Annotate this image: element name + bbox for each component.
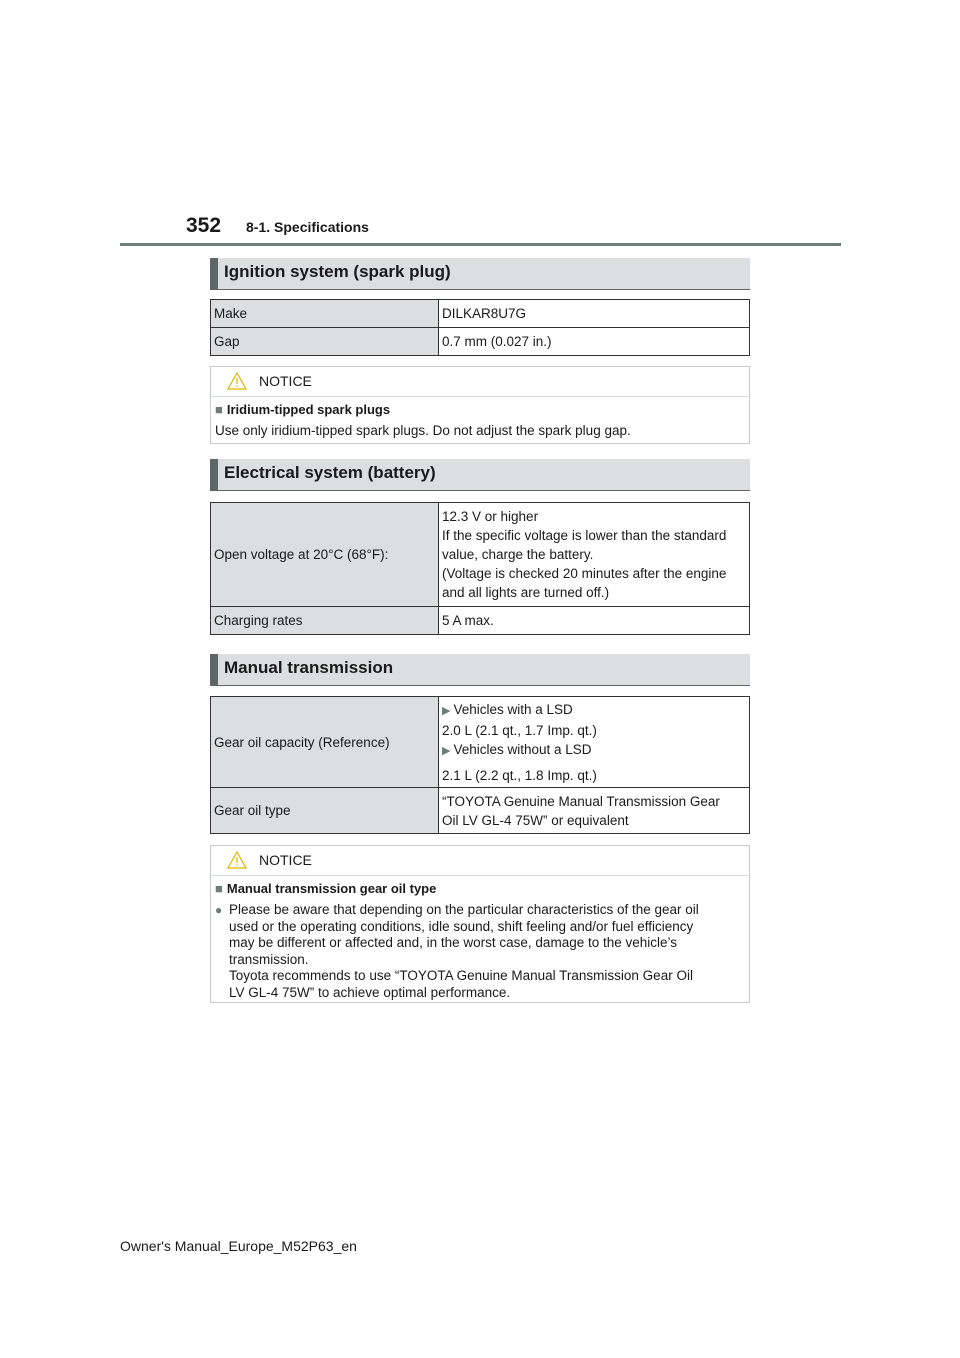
notice-bullet-text	[229, 902, 699, 1001]
notice-line: Toyota recommends to use “TOYOTA Genuine Manual Transmission Gear Oil	[229, 968, 693, 983]
table-row	[211, 697, 750, 788]
value-line: 2.0 L (2.1 qt., 1.7 Imp. qt.)	[442, 722, 597, 738]
warning-triangle-icon	[227, 851, 247, 869]
value-text: Vehicles without a LSD	[453, 741, 592, 757]
notice-header	[211, 846, 749, 876]
value-text: Vehicles with a LSD	[453, 701, 573, 717]
notice-title	[215, 402, 749, 417]
table-row	[211, 607, 750, 635]
table-key: Make	[211, 300, 439, 328]
notice-title-text: Manual transmission gear oil type	[226, 881, 437, 896]
notice-text: Use only iridium-tipped spark plugs. Do not adjust the spark plug gap.	[215, 423, 631, 438]
notice-label: NOTICE	[259, 373, 312, 389]
table-value	[439, 788, 750, 834]
table-row	[211, 300, 750, 328]
electrical-table	[210, 502, 750, 635]
ignition-notice	[210, 366, 750, 444]
notice-line: Please be aware that depending on the particular characteristics of the gear oil	[229, 902, 699, 917]
table-row	[211, 788, 750, 834]
table-key: Gap	[211, 328, 439, 356]
table-value: 0.7 mm (0.027 in.)	[439, 328, 750, 356]
table-value: DILKAR8U7G	[439, 300, 750, 328]
manual-table	[210, 696, 750, 834]
notice-line: LV GL-4 75W” to achieve optimal performance.	[229, 984, 511, 1000]
header-rule	[120, 243, 841, 246]
arrow-right-icon: ▶	[442, 744, 451, 757]
value-line: value, charge the battery.	[442, 547, 594, 562]
notice-line: transmission.	[229, 951, 309, 967]
notice-line: used or the operating conditions, idle sound, shift feeling and/or fuel efficiency	[229, 918, 694, 934]
notice-line: may be different or affected and, in the worst case, damage to the vehicle’s	[229, 935, 678, 950]
value-line: 12.3 V or higher	[442, 509, 539, 524]
value-line: and all lights are turned off.)	[442, 585, 610, 600]
square-bullet-icon: ■	[215, 881, 223, 896]
value-line: “TOYOTA Genuine Manual Transmission Gear	[442, 793, 720, 809]
dot-bullet-icon: ●	[215, 903, 223, 917]
table-key: Gear oil capacity (Reference)	[211, 697, 439, 788]
section-label: 8-1. Specifications	[246, 219, 369, 235]
notice-label: NOTICE	[259, 852, 312, 868]
manual-notice	[210, 845, 750, 1003]
value-line	[442, 700, 746, 721]
table-key: Open voltage at 20°C (68°F):	[211, 503, 439, 607]
value-line: If the specific voltage is lower than the standard	[442, 528, 727, 543]
table-key: Gear oil type	[211, 788, 439, 834]
table-key: Charging rates	[211, 607, 439, 635]
value-line	[442, 740, 746, 761]
value-line: 2.1 L (2.2 qt., 1.8 Imp. qt.)	[442, 767, 597, 783]
table-value	[439, 503, 750, 607]
notice-header	[211, 367, 749, 397]
warning-triangle-icon	[227, 372, 247, 390]
value-line: (Voltage is checked 20 minutes after the engine	[442, 566, 727, 581]
manual-heading: Manual transmission	[210, 654, 750, 686]
ignition-table	[210, 299, 750, 356]
footer-text: Owner's Manual_Europe_M52P63_en	[120, 1238, 357, 1254]
arrow-right-icon: ▶	[442, 704, 451, 717]
notice-title	[215, 881, 749, 896]
square-bullet-icon: ■	[215, 402, 223, 417]
table-row	[211, 328, 750, 356]
ignition-heading: Ignition system (spark plug)	[210, 258, 750, 290]
notice-title-text: Iridium-tipped spark plugs	[226, 402, 391, 417]
value-line: Oil LV GL-4 75W” or equivalent	[442, 812, 629, 828]
notice-bullet	[215, 902, 749, 1001]
table-value	[439, 697, 750, 788]
electrical-heading: Electrical system (battery)	[210, 459, 750, 491]
table-value: 5 A max.	[439, 607, 750, 635]
page-number: 352	[186, 214, 222, 237]
table-row	[211, 503, 750, 607]
